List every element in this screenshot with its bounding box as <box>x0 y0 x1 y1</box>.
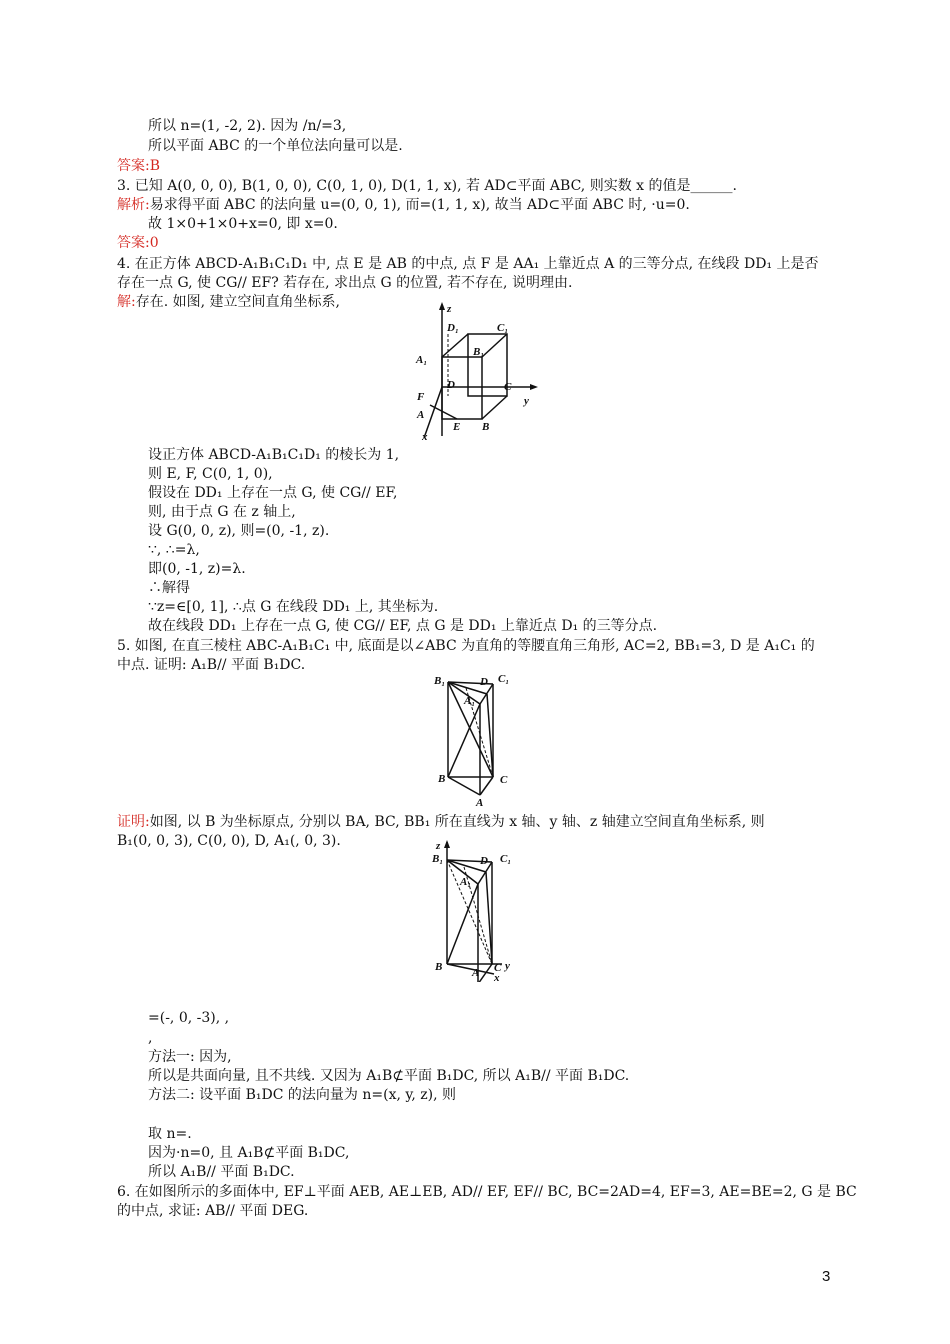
label-x: x <box>422 431 428 443</box>
question-6: 6. 在如图所示的多面体中, EF⊥平面 AEB, AE⊥EB, AD// EF, EF// BC, BC=2AD=4, EF=3, AE=BE=2, G 是 BC <box>117 1184 857 1200</box>
label-B1: B₁ <box>473 346 485 358</box>
label-z: z <box>447 303 452 315</box>
label-D1: D₁ <box>447 322 459 334</box>
label-C1: C₁ <box>498 673 510 685</box>
answer-label: 答案:0 <box>117 235 159 251</box>
label-C: C <box>504 381 512 393</box>
label-B: B <box>482 421 490 433</box>
solution-line <box>117 293 340 311</box>
label-D: D <box>480 855 488 867</box>
text-line: 因为·n=0, 且 A₁B⊄平面 B₁DC, <box>148 1145 350 1161</box>
label-A: A <box>472 967 480 979</box>
text-line: 所以 A₁B// 平面 B₁DC. <box>148 1164 295 1180</box>
question-4-cont: 存在一点 G, 使 CG// EF? 若存在, 求出点 G 的位置, 若不存在, 说明理由. <box>117 275 573 291</box>
label-A: A <box>417 409 425 421</box>
proof-label: 证明: <box>117 814 150 830</box>
label-C: C <box>500 774 508 786</box>
label-A: A <box>476 797 484 808</box>
label-E: E <box>453 421 461 433</box>
text-line: 所以是共面向量, 且不共线. 又因为 A₁B⊄平面 B₁DC, 所以 A₁B// 平面 B₁DC. <box>148 1068 630 1084</box>
text-line: 故 1×0+1×0+x=0, 即 x=0. <box>148 216 338 232</box>
question-4: 4. 在正方体 ABCD-A₁B₁C₁D₁ 中, 点 E 是 AB 的中点, 点 F 是 AA₁ 上靠近点 A 的三等分点, 在线段 DD₁ 上是否 <box>117 256 819 272</box>
label-A1: A₁ <box>464 695 476 707</box>
text-line: 假设在 DD₁ 上存在一点 G, 使 CG// EF, <box>148 485 398 501</box>
page-number: 3 <box>822 1268 831 1285</box>
text-line: 设 G(0, 0, z), 则=(0, -1, z). <box>148 523 330 539</box>
label-A1: A₁ <box>460 876 472 888</box>
label-A1: A₁ <box>416 354 428 366</box>
question-5-cont: 中点. 证明: A₁B// 平面 B₁DC. <box>117 657 306 673</box>
text-line: , <box>148 1030 153 1046</box>
text-line: 即(0, -1, z)=λ. <box>148 561 246 577</box>
question-3: 3. 已知 A(0, 0, 0), B(1, 0, 0), C(0, 1, 0), D(1, 1, x), 若 AD⊂平面 ABC, 则实数 x 的值是______. <box>117 178 737 194</box>
solution-label: 解: <box>117 294 136 310</box>
answer-label: 答案:B <box>117 158 161 174</box>
label-x: x <box>494 972 500 982</box>
proof-text: 如图, 以 B 为坐标原点, 分别以 BA, BC, BB₁ 所在直线为 x 轴、y 轴、z 轴建立空间直角坐标系, 则 <box>149 814 765 830</box>
proof-line <box>117 813 765 831</box>
question-6-cont: 的中点, 求证: AB// 平面 DEG. <box>117 1203 309 1219</box>
label-B: B <box>438 773 446 785</box>
text-line: 故在线段 DD₁ 上存在一点 G, 使 CG// EF, 点 G 是 DD₁ 上靠近点 D₁ 的三等分点. <box>148 618 658 634</box>
text-line: 设正方体 ABCD-A₁B₁C₁D₁ 的棱长为 1, <box>148 447 400 463</box>
text-line: 方法二: 设平面 B₁DC 的法向量为 n=(x, y, z), 则 <box>148 1087 457 1103</box>
label-C: C <box>494 962 502 974</box>
label-F: F <box>417 391 425 403</box>
analysis-text: 易求得平面 ABC 的法向量 u=(0, 0, 1), 而=(1, 1, x), 故当 AD⊂平面 ABC 时, ·u=0. <box>149 197 690 213</box>
analysis-line <box>117 196 690 214</box>
analysis-label: 解析: <box>117 197 150 213</box>
text-line: B₁(0, 0, 3), C(0, 0), D, A₁(, 0, 3). <box>117 833 341 849</box>
text-line: 则 E, F, C(0, 1, 0), <box>148 466 273 482</box>
question-5: 5. 如图, 在直三棱柱 ABC-A₁B₁C₁ 中, 底面是以∠ABC 为直角的等腰直角三角形, AC=2, BB₁=3, D 是 A₁C₁ 的 <box>117 638 815 654</box>
text-line: 方法一: 因为, <box>148 1049 232 1065</box>
label-B: B <box>435 961 443 973</box>
prism-axes-figure <box>428 840 530 982</box>
cube-figure <box>410 302 542 444</box>
text-line: 所以 n=(1, -2, 2). 因为 /n/=3, <box>148 118 347 134</box>
label-y: y <box>524 395 529 407</box>
label-B1: B₁ <box>434 675 446 687</box>
text-line: 则, 由于点 G 在 z 轴上, <box>148 504 296 520</box>
text-line: 取 n=. <box>148 1126 192 1142</box>
solution-text: 存在. 如图, 建立空间直角坐标系, <box>135 294 340 310</box>
label-D: D <box>447 379 455 391</box>
text-line: =(-, 0, -3), , <box>148 1010 230 1026</box>
label-y: y <box>505 960 510 972</box>
label-D: D <box>480 676 488 688</box>
text-line: ∵z=∈[0, 1], ∴点 G 在线段 DD₁ 上, 其坐标为. <box>148 599 439 615</box>
prism-figure <box>430 670 520 808</box>
label-z: z <box>436 840 441 852</box>
label-C1: C₁ <box>497 322 509 334</box>
text-line: ∴解得 <box>148 580 190 596</box>
label-C1: C₁ <box>500 853 512 865</box>
text-line: ∵, ∴=λ, <box>148 542 200 558</box>
label-B1: B₁ <box>432 853 444 865</box>
text-line: 所以平面 ABC 的一个单位法向量可以是. <box>148 138 403 154</box>
